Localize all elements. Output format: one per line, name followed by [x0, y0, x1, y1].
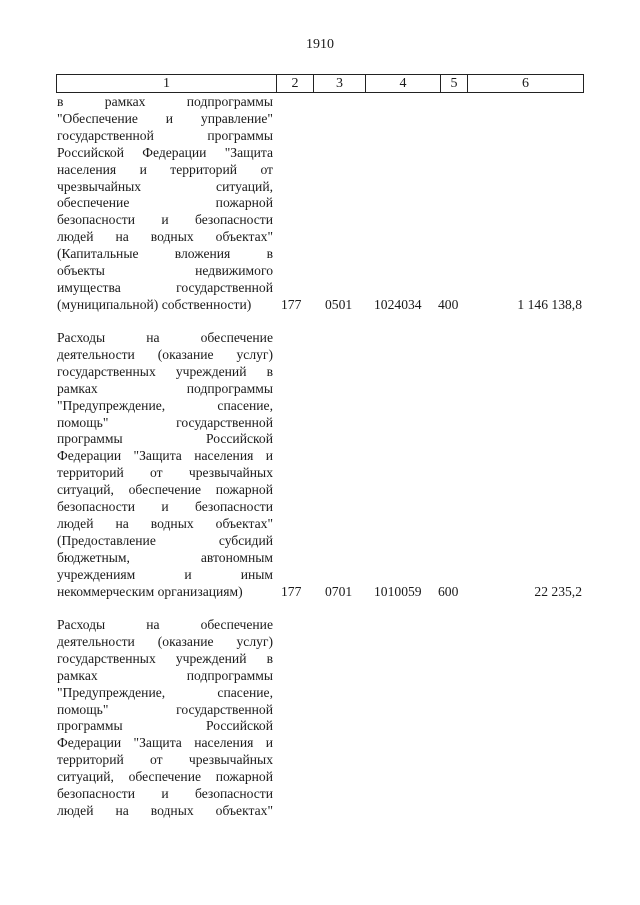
description-line: Расходы на обеспечение	[57, 617, 273, 632]
description-line: населения и территорий от	[57, 161, 273, 177]
description-line: Расходы на обеспечение	[57, 330, 273, 345]
table-row-description	[57, 94, 273, 314]
description-line: Федерации "Защита населения и	[57, 735, 273, 751]
description-line: "Предупреждение, спасение,	[57, 397, 273, 413]
column-header-1: 1	[57, 75, 277, 92]
description-line: имущества государственной	[57, 279, 273, 295]
description-line: государственной программы	[57, 127, 273, 143]
amount-value: 1 146 138,8	[517, 297, 582, 312]
description-line: обеспечение пожарной	[57, 195, 273, 211]
section-code: 0501	[325, 297, 353, 312]
description-line: некоммерческим организациям)	[57, 583, 243, 599]
column-header-5: 5	[441, 75, 468, 92]
ministry-code: 177	[281, 297, 302, 312]
description-line: программы Российской	[57, 431, 273, 447]
description-line: людей на водных объектах"	[57, 515, 273, 531]
target-article-code: 1010059	[374, 584, 422, 599]
description-line: помощь" государственной	[57, 701, 273, 717]
description-line: Федерации "Защита населения и	[57, 448, 273, 464]
description-line: территорий от чрезвычайных	[57, 752, 273, 768]
description-line: рамках подпрограммы	[57, 667, 273, 683]
description-line: в рамках подпрограммы	[57, 94, 273, 109]
description-line: Российской Федерации "Защита	[57, 144, 273, 160]
description-line: ситуаций, обеспечение пожарной	[57, 769, 273, 785]
page-number: 1910	[306, 37, 334, 52]
description-line: государственных учреждений в	[57, 363, 273, 379]
description-line: бюджетным, автономным	[57, 549, 273, 565]
description-line: людей на водных объектах"	[57, 802, 273, 818]
description-line: безопасности и безопасности	[57, 212, 273, 228]
description-line: ситуаций, обеспечение пожарной	[57, 482, 273, 498]
ministry-code: 177	[281, 584, 302, 599]
description-line: (Предоставление субсидий	[57, 532, 273, 548]
section-code: 0701	[325, 584, 353, 599]
description-line: "Обеспечение и управление"	[57, 110, 273, 126]
description-line: учреждениям и иным	[57, 566, 273, 582]
table-row-description	[57, 330, 273, 601]
table-row-description	[57, 617, 273, 820]
column-header-3: 3	[314, 75, 366, 92]
description-line: деятельности (оказание услуг)	[57, 346, 273, 362]
target-article-code: 1024034	[374, 297, 422, 312]
amount-value: 22 235,2	[534, 584, 582, 599]
description-line: государственных учреждений в	[57, 650, 273, 666]
table-header-row	[56, 74, 584, 93]
description-line: объекты недвижимого	[57, 263, 273, 279]
description-line: помощь" государственной	[57, 414, 273, 430]
column-header-4: 4	[366, 75, 441, 92]
description-line: рамках подпрограммы	[57, 380, 273, 396]
description-line: деятельности (оказание услуг)	[57, 633, 273, 649]
column-header-6: 6	[522, 76, 529, 91]
expense-type-code: 600	[438, 584, 459, 599]
description-line: территорий от чрезвычайных	[57, 465, 273, 481]
description-line: "Предупреждение, спасение,	[57, 684, 273, 700]
expense-type-code: 400	[438, 297, 459, 312]
description-line: (Капитальные вложения в	[57, 246, 273, 262]
description-line: чрезвычайных ситуаций,	[57, 178, 273, 194]
description-line: программы Российской	[57, 718, 273, 734]
description-line: (муниципальной) собственности)	[57, 296, 252, 312]
description-line: безопасности и безопасности	[57, 499, 273, 515]
column-header-2: 2	[277, 75, 314, 92]
description-line: безопасности и безопасности	[57, 786, 273, 802]
description-line: людей на водных объектах"	[57, 229, 273, 245]
